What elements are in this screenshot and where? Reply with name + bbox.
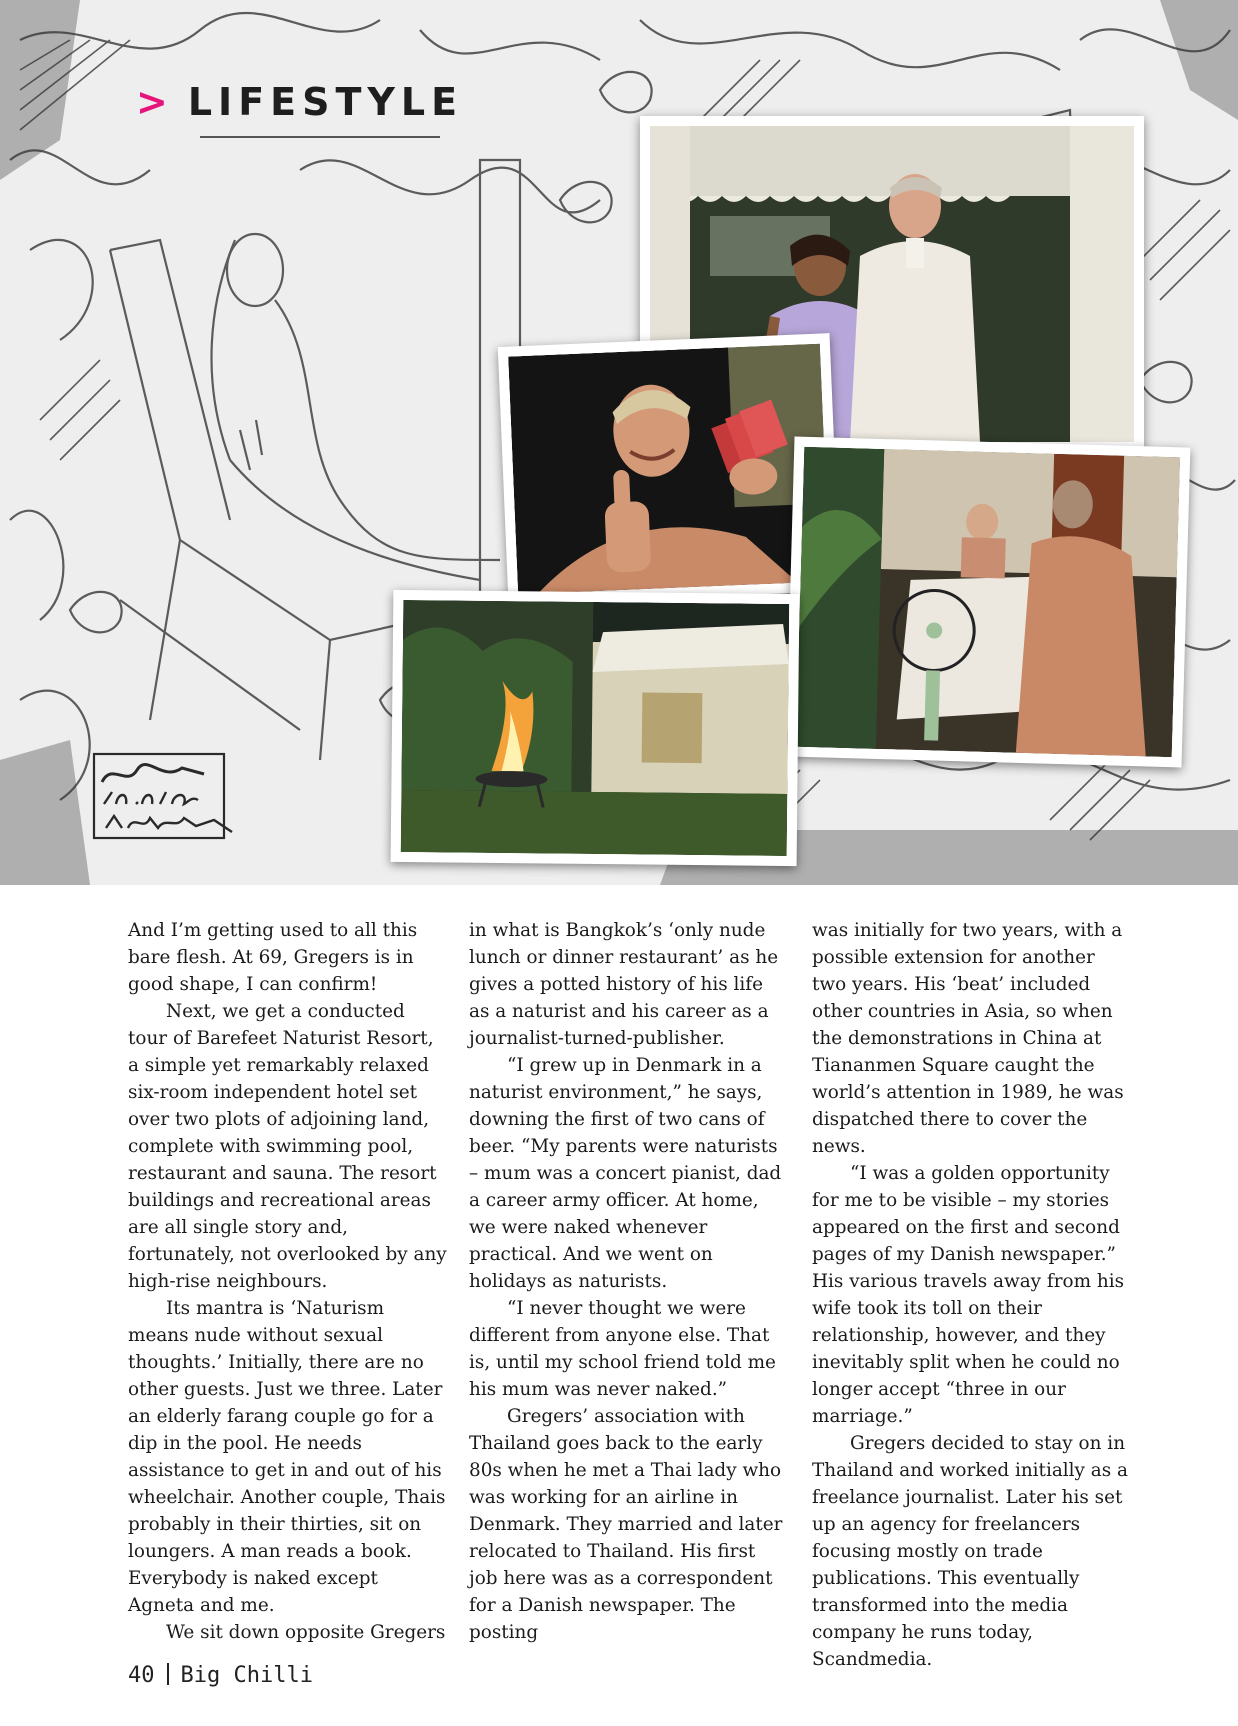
photo-man-with-cards [498,333,841,605]
page-number: 40 [128,1663,155,1688]
paragraph: was initially for two years, with a possible extension for another two years. His ‘beat’ included other countries in Asia, so when the demonstrations in China at Tiananmen Square caught the world’s attention in 1989, he was dispatched there to cover the news. [812,920,1124,1157]
article-column-1 [128,917,448,1646]
article-body [128,917,1128,1670]
chevron-icon: > [136,80,174,124]
section-rule [200,136,440,138]
photo-garden-firepit-image [401,600,790,856]
paragraph: Next, we get a conducted tour of Barefeet Naturist Resort, a simple yet remarkably relaxed six-room independent hotel set over two plots of adjoining land, complete with swimming pool, restaurant and sauna. The resort buildings and recreational areas are all single story and, fortunately, not overlooked by any high-rise neighbours. [128,1001,447,1292]
photo-garden-firepit [391,590,800,866]
paragraph: “I grew up in Denmark in a naturist environment,” he says, downing the first of two cans of beer. “My parents were naturists – mum was a concert pianist, dad a career army officer. At home, we were naked whenever practical. And we went on holidays as naturists. [469,1055,782,1292]
paragraph: We sit down opposite Gregers [166,1622,446,1643]
paragraph: in what is Bangkok’s ‘only nude lunch or dinner restaurant’ as he gives a potted history of his life as a naturist and his career as a journalist-turned-publisher. [469,920,779,1049]
photo-dining-guests-image [796,447,1180,757]
footer-divider [167,1663,169,1685]
paragraph: And I’m getting used to all this bare flesh. At 69, Gregers is in good shape, I can confirm! [128,920,418,995]
paragraph: Its mantra is ‘Naturism means nude without sexual thoughts.’ Initially, there are no other guests. Just we three. Later an elderly farang couple go for a dip in the pool. He needs assistance to get in and out of his wheelchair. Another couple, Thais probably in their thirties, sit on loungers. A man reads a book. Everybody is naked except Agneta and me. [128,1298,446,1616]
section-label [136,80,463,124]
paragraph: “I was a golden opportunity for me to be visible – my stories appeared on the first and second pages of my Danish newspaper.” His various travels away from his wife took its toll on their relationship, however, and they inevitably split when he could no longer accept “three in our marriage.” [812,1163,1125,1427]
artist-signature-box [92,752,242,848]
paragraph: Gregers’ association with Thailand goes back to the early 80s when he met a Thai lady who was working for an airline in Denmark. They married and later relocated to Thailand. His first job here was as a correspondent for a Danish newspaper. The posting [469,1406,783,1643]
page-footer [128,1663,313,1688]
article-column-3 [812,917,1132,1673]
paragraph: Gregers decided to stay on in Thailand and worked initially as a freelance journalist. Later his set up an agency for freelancers focusing mostly on trade publications. This eventually transformed into the media company he runs today, Scandmedia. [812,1433,1128,1670]
photo-dining-guests [786,437,1191,768]
publication-name: Big Chilli [180,1663,313,1688]
article-column-2 [469,917,789,1646]
section-title: LIFESTYLE [187,80,464,124]
photo-man-with-cards-image [508,344,830,595]
paragraph: “I never thought we were different from anyone else. That is, until my school friend told me his mum was never naked.” [469,1298,776,1400]
